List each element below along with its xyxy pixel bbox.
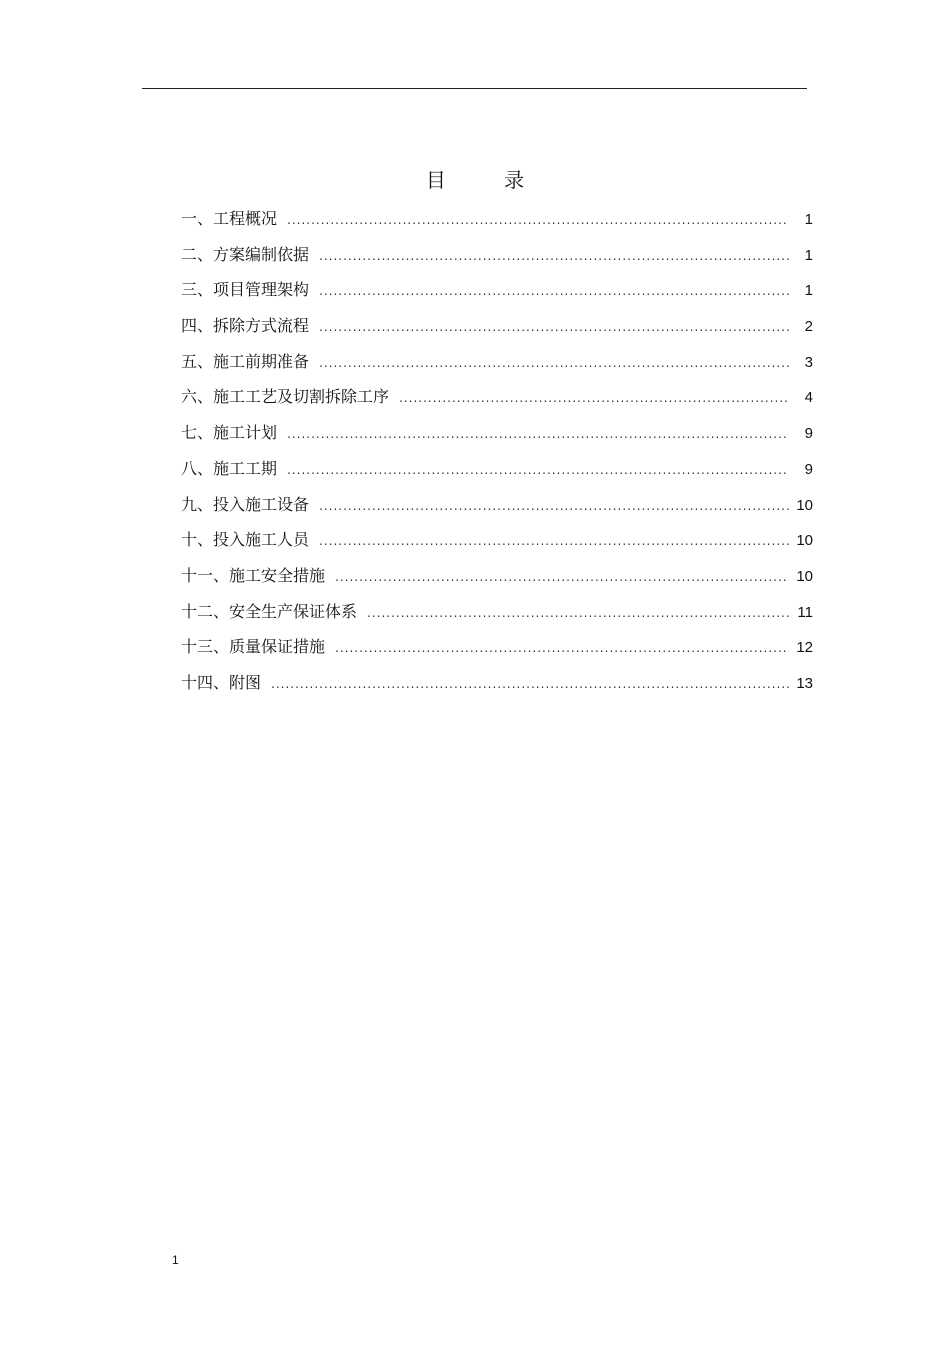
header-rule xyxy=(142,88,807,89)
toc-entry[interactable] xyxy=(181,311,813,347)
toc-entry-label: 十一、施工安全措施 xyxy=(181,565,326,585)
toc-leader-dots xyxy=(271,669,789,699)
toc-entry[interactable] xyxy=(181,382,813,418)
toc-entry-page: 9 xyxy=(804,425,813,443)
toc-entry-label: 七、施工计划 xyxy=(181,423,278,443)
toc-leader-dots xyxy=(287,419,789,449)
toc-entry-label: 九、投入施工设备 xyxy=(181,494,310,514)
toc-entry-page: 10 xyxy=(796,532,813,550)
toc-leader-dots xyxy=(287,205,789,235)
toc-leader-dots xyxy=(319,348,789,378)
toc-entry[interactable] xyxy=(181,204,813,240)
toc-entry-label: 二、方案编制依据 xyxy=(181,244,310,264)
toc-entry-page: 9 xyxy=(804,460,813,478)
toc-entry-page: 3 xyxy=(804,353,813,371)
toc-entry[interactable] xyxy=(181,668,813,704)
toc-entry-label: 十二、安全生产保证体系 xyxy=(181,601,358,621)
toc-entry-page: 13 xyxy=(796,674,813,692)
toc-entry[interactable] xyxy=(181,525,813,561)
toc-leader-dots xyxy=(335,562,789,592)
toc-entry[interactable] xyxy=(181,418,813,454)
toc-leader-dots xyxy=(319,526,789,556)
toc-entry-page: 4 xyxy=(804,389,813,407)
toc-entry-page: 1 xyxy=(804,211,813,228)
toc-entry-page: 11 xyxy=(797,603,813,621)
toc-entry-label: 三、项目管理架构 xyxy=(181,280,310,300)
toc-entry[interactable] xyxy=(181,490,813,526)
toc-entry-page: 10 xyxy=(796,567,813,585)
toc-entry-label: 十三、质量保证措施 xyxy=(181,637,326,657)
toc-entry[interactable] xyxy=(181,275,813,311)
toc-entry-label: 十、投入施工人员 xyxy=(181,530,310,550)
toc-leader-dots xyxy=(399,383,789,413)
toc-leader-dots xyxy=(287,455,789,485)
page-number: 1 xyxy=(172,1253,179,1267)
toc-entry-page: 12 xyxy=(796,639,813,657)
toc-entry-label: 四、拆除方式流程 xyxy=(181,316,310,336)
toc-leader-dots xyxy=(319,491,789,521)
toc-entry[interactable] xyxy=(181,597,813,633)
toc-entry[interactable] xyxy=(181,454,813,490)
toc-leader-dots xyxy=(367,598,789,628)
toc-entry-page: 1 xyxy=(804,246,813,264)
toc-entry[interactable] xyxy=(181,240,813,276)
toc-entry-label: 五、施工前期准备 xyxy=(181,351,310,371)
toc-entry-label: 六、施工工艺及切割拆除工序 xyxy=(181,387,390,407)
toc-entry[interactable] xyxy=(181,347,813,383)
toc-title: 目 录 xyxy=(425,168,551,192)
toc-entry[interactable] xyxy=(181,632,813,668)
toc-entry-page: 10 xyxy=(796,496,813,514)
toc-leader-dots xyxy=(319,312,789,342)
toc-list xyxy=(181,204,813,704)
toc-leader-dots xyxy=(335,633,789,663)
toc-entry-label: 一、工程概况 xyxy=(181,209,278,228)
toc-entry-label: 八、施工工期 xyxy=(181,458,278,478)
toc-entry-page: 1 xyxy=(804,282,813,300)
toc-entry[interactable] xyxy=(181,561,813,597)
toc-entry-label: 十四、附图 xyxy=(181,672,262,692)
toc-entry-page: 2 xyxy=(804,318,813,336)
toc-leader-dots xyxy=(319,241,789,271)
toc-leader-dots xyxy=(319,276,789,306)
